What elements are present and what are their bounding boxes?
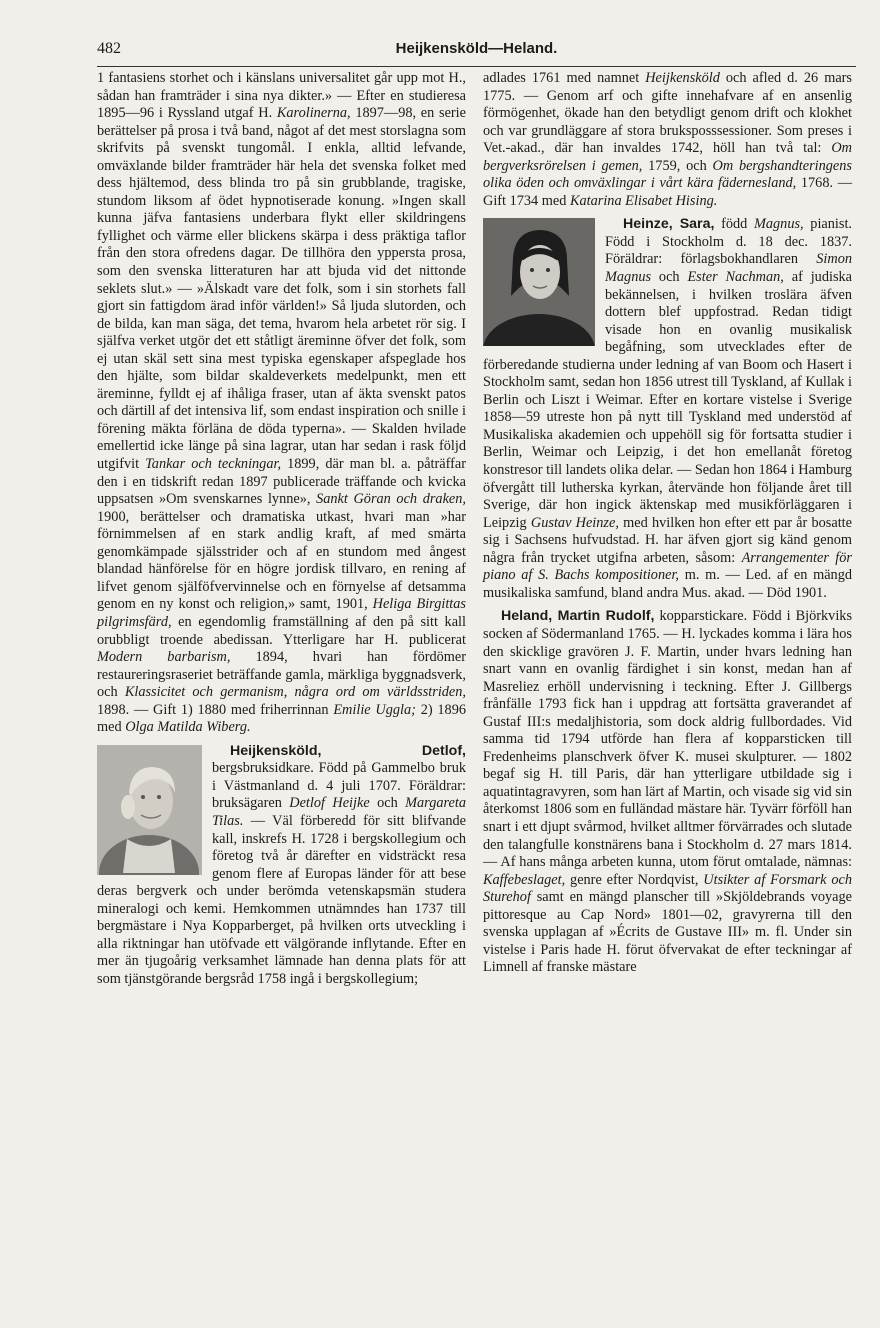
page-header	[97, 40, 856, 62]
headword-heijkenskold: Heijkensköld, Detlof,	[230, 742, 466, 759]
headword-heland: Heland, Martin Rudolf,	[501, 608, 655, 625]
portrait-heinze	[483, 218, 595, 346]
header-rule	[97, 66, 856, 67]
paragraph-heijkenskold-continued: adlades 1761 med namnet Heijkensköld och afled d. 26 mars 1775. — Genom arf och gifte innehafvare af en ansenlig förmögenhet, ökade han den betydligt genom drift och klokhet och var grundläggare af stora bruksposssessioner. Som preses i Vet.-akad., där han invaldes 1742, höll han två tal: Om bergverksrörelsen i gemen, 1759, och Om bergshandteringens olika öden och omväxlingar i vårt kära fädernesland, 1768. — Gift 1734 med Katarina Elisabet Hising.	[483, 70, 852, 209]
paragraph-heidenstam-continued: 1 fantasiens storhet och i känslans universalitet går upp mot H., sådan han framträder i sina nya dikter.» — Efter en studieresa 1895—96 i Ryssland utgaf H. Karolinerna, 1897—98, en serie berättelser på prosa i två band, något af det mest storslagna som skrifvits på svenskt tungomål. I enkla, alltid lefvande, omväxlande bilder framträder här hela det svenska folket med dess hjältemod, dess blinda tro på sin grubblande, tragiske, stundom liksom af ödet hypnotiserade konung. »Ingen skall kunna jäfva fantasiens underbara flykt eller skildringens fyllighet och värme eller blickens skärpa i dess präktiga taflor från den stora ofredens dagar. De tillhöra den yppersta prosa, som den svenska litteraturen har att bjuda vid det nittonde seklets slut.» — »Älskadt vare det folk, som i sin storhets fall gjort sin fattigdom ärad inför världen!» Så ljuda slutorden, och de bilda, kan man säga, det tema, hvarom hela arbetet rör sig. I själfva verket utgör det ett ståtligt äreminne öfver det folk, som ej utan skäl sett sina mest typiska egenskaper afspeglade hos den hjälte, som bildar skaldeverkets medelpunkt, men ett äreminne, fylldt ej af ihåliga fraser, utan af äkta svenskt patos och därtill af det intensiva lif, som endast inspiration och snille i förening mäkta förläna de döda typerna». — Skalden hvilade emellertid icke länge på sina lagrar, utan har sedan i rask följd utgifvit Tankar och teckningar, 1899, där man bl. a. påträffar den i en tidskrift redan 1897 publicerade träffande och kvicka uppsatsen »Om svenskarnes lynne», Sankt Göran och draken, 1900, berättelser och dramatiska utkast, hvari man »har förnimmelsen af en stark andlig kraft, af med smärta genomkämpade själsstrider och af en stundom med ångest blandad hänförelse för en högre jordisk tillvaro, en rening af lifvet genom själföfvervinnelse och en förnyelse af detsamma genom en ny konst och religion,» samt, 1901, Heliga Birgittas pilgrimsfärd, en egendomlig framställning af den på sitt kall orubbligt troende abedissan. Ytterligare har H. publicerat Modern barbarism, 1894, hvari han fördömer restaureringsraseriet beträffande gamla, märkliga byggnadsverk, och Klassicitet och germanism, några ord om världsstriden, 1898. — Gift 1) 1880 med friherrinnan Emilie Uggla; 2) 1896 med Olga Matilda Wiberg.	[97, 70, 467, 736]
page-title: Heijkensköld—Heland.	[395, 40, 558, 57]
entry-heijkenskold: Heijkensköld, Detlof, bergsbruksidkare. Född på Gammelbo bruk i Västmanland d. 4 juli 1707. Föräldrar: bruksägaren Detlof Heijke och Margareta Tilas. — Väl förberedd för sitt blifvande kall, inskrefs H. 1728 i bergskollegium och företog två år därefter en vidsträckt resa genom flere af Europas länder för att bese deras bergverk och under berömda vetenskapsmän studera mineralogi och kemi. Hemkommen utnämndes han 1737 till bergmästare i Nya Kopparberget, på hvilken orts utveckling i alla riktningar han utöfvade ett välgörande inflytande. Efter en mer än tjugoårig verksamhet lämnade han denna plats för att som tjänstgörande bergsråd 1758 ingå i bergskollegium;	[97, 742, 466, 987]
page-number: 482	[97, 40, 121, 57]
portrait-heijkenskold	[97, 745, 202, 875]
left-column	[97, 70, 466, 988]
headword-heinze: Heinze, Sara,	[623, 216, 715, 233]
entry-heland: Heland, Martin Rudolf, kopparstickare. Född i Björkviks socken af Södermanland 1765. — H. lyckades komma i lära hos den skicklige gravören J. F. Martin, under hvars ledning han snart vann en ovanlig färdighet i sin konst, medan han af Masreliez erhöll undervisning i teckning. Efter J. Gillbergs frånfälle 1793 fick han i uppdrag att fortsätta graverandet af Gustaf III:s medaljhistoria, som dock aldrig fullbordades. Vid samma tid 1794 utförde han flera af kopparsticken till Fredenheims planschverk öfver K. musei skulpturer. — 1802 begaf sig H. till Paris, där han ytterligare utbildade sig i aquatintagravyren, som han lärt af Martin, och visade sig vid sin återkomst 1806 som en fulländad mästare här. Tyvärr förföll han snart i ett djupt svårmod, hvilket alltmer förvärrades och slutade den talangfulle konstnärens bana i Stockholm d. 27 mars 1814. — Af hans många arbeten kunna, utom förut omtalade, nämnas: Kaffebeslaget, genre efter Nordqvist, Utsikter af Forsmark och Sturehof samt en mängd planscher till »Skjöldebrands voyage pittoresque au Cap Nord» 1801—02, gravyrerna till den svenska upplagan af »Écrits de Gustave III» m. fl. Under sin vistelse i Paris hade H. förut öfvervakat de efter teckningar af Limnell af franske mästare	[483, 608, 853, 976]
entry-heinze: Heinze, Sara, född Magnus, pianist. Född i Stockholm d. 18 dec. 1837. Föräldrar: förlagsbokhandlaren Simon Magnus och Ester Nachman, af judiska bekännelsen, i hvilken troslära äfven dottern blef uppfostrad. Redan tidigt visade hon en ovanlig musikalisk begåfning, som utvecklades efter de förberedande studierna under ledning af van Boom och Hasert i Stockholm samt, sedan hon 1856 utrest till Tyskland, af Kullak i Berlin och Liszt i Weimar. Efter en kortare vistelse i Sverige 1858—59 utreste hon på nytt till Tyskland med understöd af Musikaliska akademien och uppehöll sig för fortsatta studier i Berlin, Weimar och Leipzig, i det hon emellanåt företog konstresor till landets olika delar. — Sedan hon 1864 i Hamburg öfvergått till lutherska kyrkan, återvände hon följande året till Sverige, där hon ingick äktenskap med musikförläggaren i Leipzig Gustav Heinze, med hvilken hon efter ett par år bosatte sig i Sachsens hufvudstad. H. har äfven gjort sig känd genom några från trycket utgifna arbeten, såsom: Arrangementer för piano af S. Bachs kompositioner, m. m. — Led. af en mängd musikaliska samfund, bland andra Mus. akad. — Död 1901.	[483, 216, 853, 601]
right-column	[483, 70, 852, 977]
